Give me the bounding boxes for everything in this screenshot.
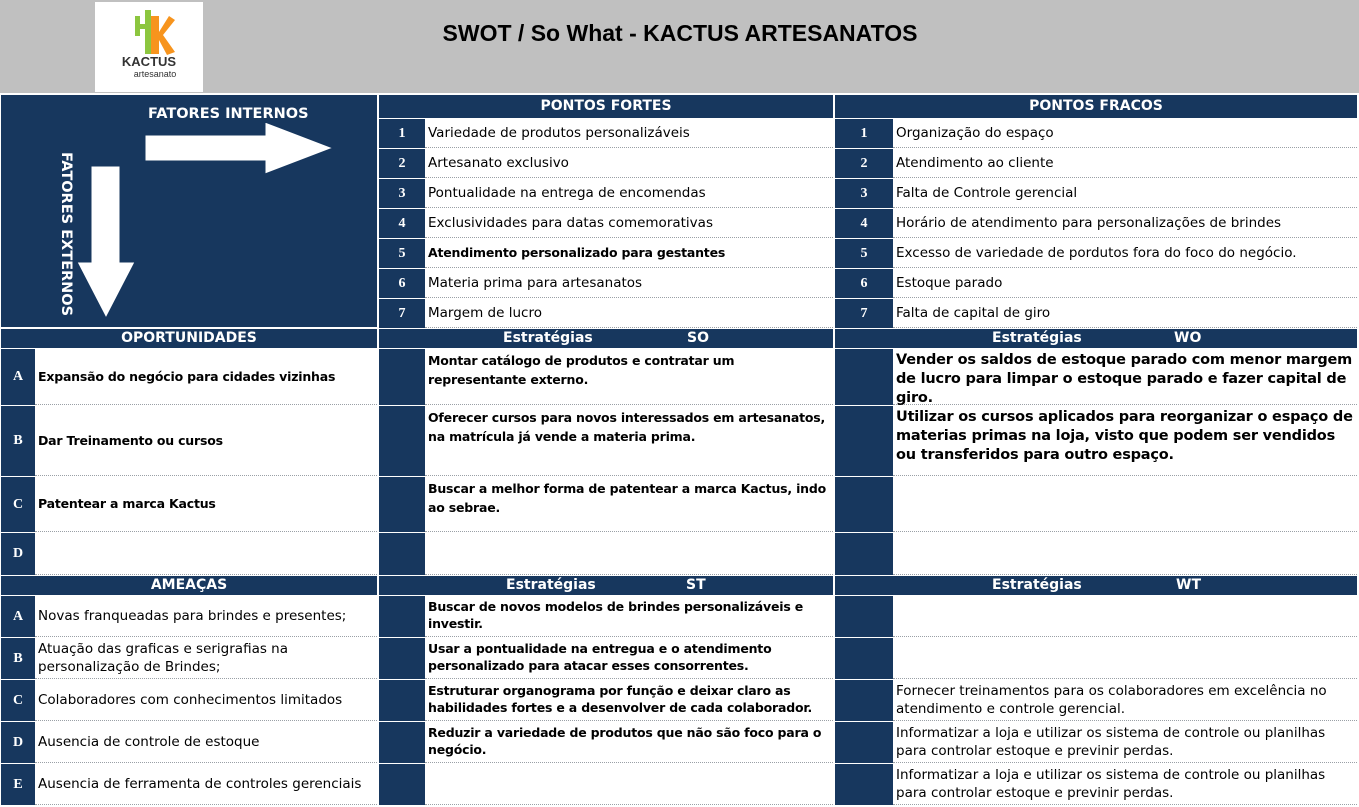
strength-item: Variedade de produtos personalizáveis (425, 119, 833, 148)
weakness-number: 5 (835, 239, 893, 268)
strength-number: 2 (379, 149, 425, 178)
wo-heading-label: Estratégias (992, 330, 1082, 346)
opportunity-item (35, 533, 377, 575)
strength-number: 5 (379, 239, 425, 268)
weakness-number: 4 (835, 209, 893, 238)
wo-heading (835, 329, 1357, 348)
wo-marker (835, 477, 893, 532)
threat-letter: B (1, 638, 35, 679)
so-marker (379, 406, 425, 476)
opportunity-item: Dar Treinamento ou cursos (35, 406, 377, 476)
wo-strategy: Utilizar os cursos aplicados para reorganizar o espaço de materias primas na loja, visto que podem ser vendidos ou transferidos para outro espaço. (893, 406, 1357, 476)
wt-strategy (893, 638, 1357, 679)
opportunities-heading: OPORTUNIDADES (1, 329, 377, 348)
strength-item: Margem de lucro (425, 299, 833, 328)
wt-marker (835, 638, 893, 679)
logo-text: KACTUS (121, 54, 177, 69)
st-strategy (425, 764, 833, 805)
weakness-number: 2 (835, 149, 893, 178)
threat-item: Novas franqueadas para brindes e presentes; (35, 596, 377, 637)
strength-item: Exclusividades para datas comemorativas (425, 209, 833, 238)
st-strategy: Usar a pontualidade na entregua e o atendimento personalizado para atacar esses consorrentes. (425, 638, 833, 679)
strength-number: 3 (379, 179, 425, 208)
logo-subtext: artesanato (133, 69, 177, 79)
so-strategy (425, 533, 833, 575)
strength-number: 6 (379, 269, 425, 298)
weakness-number: 3 (835, 179, 893, 208)
st-marker (379, 596, 425, 637)
opportunity-letter: C (1, 477, 35, 532)
st-strategy: Reduzir a variedade de produtos que não são foco para o negócio. (425, 722, 833, 763)
weakness-number: 6 (835, 269, 893, 298)
weakness-item: Estoque parado (893, 269, 1357, 298)
weakness-number: 7 (835, 299, 893, 328)
threat-item: Ausencia de controle de estoque (35, 722, 377, 763)
so-strategy: Montar catálogo de produtos e contratar um representante externo. (425, 349, 833, 405)
st-marker (379, 764, 425, 805)
wo-heading-code: WO (1174, 330, 1202, 346)
opportunity-item: Expansão do negócio para cidades vizinhas (35, 349, 377, 405)
weakness-item: Excesso de variedade de pordutos fora do foco do negócio. (893, 239, 1357, 268)
st-strategy: Estruturar organograma por função e deixar claro as habilidades fortes e a desenvolver de cada colaborador. (425, 680, 833, 721)
wo-strategy (893, 477, 1357, 532)
weakness-item: Horário de atendimento para personalizações de brindes (893, 209, 1357, 238)
so-marker (379, 533, 425, 575)
strength-item: Atendimento personalizado para gestantes (425, 239, 833, 268)
st-marker (379, 680, 425, 721)
st-heading-code: ST (686, 577, 706, 593)
threat-item: Atuação das graficas e serigrafias na personalização de Brindes; (35, 638, 377, 679)
strength-item: Pontualidade na entrega de encomendas (425, 179, 833, 208)
threat-letter: E (1, 764, 35, 805)
arrow-down-icon (75, 164, 139, 320)
so-heading-label: Estratégias (503, 330, 593, 346)
st-marker (379, 722, 425, 763)
wt-heading-label: Estratégias (992, 577, 1082, 593)
weakness-item: Organização do espaço (893, 119, 1357, 148)
threats-heading: AMEAÇAS (1, 576, 377, 595)
wo-marker (835, 349, 893, 405)
wo-marker (835, 406, 893, 476)
wt-strategy (893, 596, 1357, 637)
so-heading (379, 329, 833, 348)
opportunity-item: Patentear a marca Kactus (35, 477, 377, 532)
wt-heading-code: WT (1176, 577, 1201, 593)
weakness-item: Falta de capital de giro (893, 299, 1357, 328)
threat-letter: A (1, 596, 35, 637)
internal-factors-label: FATORES INTERNOS (148, 106, 309, 122)
weakness-number: 1 (835, 119, 893, 148)
weakness-item: Falta de Controle gerencial (893, 179, 1357, 208)
so-strategy: Buscar a melhor forma de patentear a marca Kactus, indo ao sebrae. (425, 477, 833, 532)
threat-letter: C (1, 680, 35, 721)
weakness-item: Atendimento ao cliente (893, 149, 1357, 178)
threat-letter: D (1, 722, 35, 763)
wt-marker (835, 680, 893, 721)
wo-strategy: Vender os saldos de estoque parado com menor margem de lucro para limpar o estoque parado e fazer capital de giro. (893, 349, 1357, 405)
threat-item: Ausencia de ferramenta de controles gerenciais (35, 764, 377, 805)
wt-marker (835, 596, 893, 637)
so-marker (379, 477, 425, 532)
st-heading-label: Estratégias (506, 577, 596, 593)
arrow-right-icon (143, 120, 335, 178)
external-factors-label: FATORES EXTERNOS (58, 152, 74, 317)
st-heading (379, 576, 833, 595)
page-title: SWOT / So What - KACTUS ARTESANATOS (442, 20, 918, 46)
strengths-heading: PONTOS FORTES (379, 95, 833, 118)
strength-number: 1 (379, 119, 425, 148)
wt-heading (835, 576, 1357, 595)
cactus-logo-icon (95, 2, 203, 92)
logo (95, 2, 203, 92)
st-marker (379, 638, 425, 679)
opportunity-letter: D (1, 533, 35, 575)
opportunity-letter: B (1, 406, 35, 476)
strength-item: Materia prima para artesanatos (425, 269, 833, 298)
wt-strategy: Informatizar a loja e utilizar os sistema de controle ou planilhas para controlar estoque e previnir perdas. (893, 722, 1357, 763)
threat-item: Colaboradores com conhecimentos limitados (35, 680, 377, 721)
wt-marker (835, 722, 893, 763)
so-strategy: Oferecer cursos para novos interessados em artesanatos, na matrícula já vende a materia prima. (425, 406, 833, 476)
wo-strategy (893, 533, 1357, 575)
so-marker (379, 349, 425, 405)
so-heading-code: SO (687, 330, 709, 346)
wt-strategy: Fornecer treinamentos para os colaboradores em excelência no atendimento e controle gerencial. (893, 680, 1357, 721)
strength-number: 4 (379, 209, 425, 238)
st-strategy: Buscar de novos modelos de brindes personalizáveis e investir. (425, 596, 833, 637)
opportunity-letter: A (1, 349, 35, 405)
wt-marker (835, 764, 893, 805)
wt-strategy: Informatizar a loja e utilizar os sistema de controle ou planilhas para controlar estoque e previnir perdas. (893, 764, 1357, 805)
weaknesses-heading: PONTOS FRACOS (835, 95, 1357, 118)
wo-marker (835, 533, 893, 575)
strength-item: Artesanato exclusivo (425, 149, 833, 178)
strength-number: 7 (379, 299, 425, 328)
